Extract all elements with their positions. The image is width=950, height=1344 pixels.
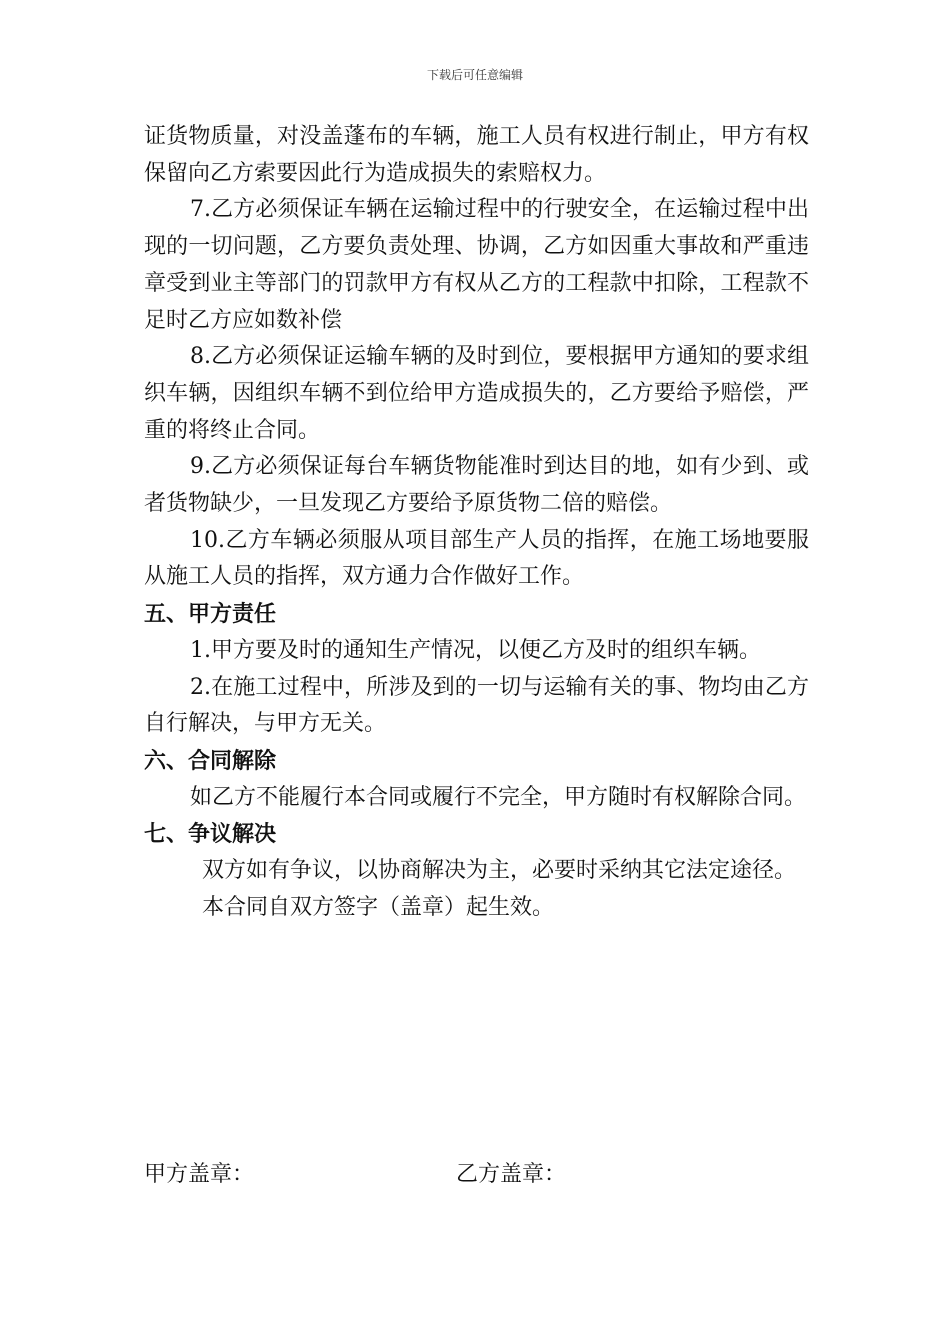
dispute-text: 双方如有争议，以协商解决为主，必要时采纳其它法定途径。	[202, 858, 797, 884]
header-note: 下载后可任意编辑	[426, 68, 523, 82]
clause-7: 7.乙方必须保证车辆在运输过程中的行驶安全，在运输过程中出现的一切问题，乙方要负责处理、协调，乙方如因重大事故和严重违章受到业主等部门的罚款甲方有权从乙方的工程款中扣除，工程款不足时乙方应如数补偿	[144, 197, 809, 333]
paragraph-continuation: 证货物质量，对没盖蓬布的车辆，施工人员有权进行制止，甲方有权保留向乙方索要因此行为造成损失的索赔权力。	[144, 124, 809, 186]
section-heading-termination: 六、合同解除	[144, 747, 277, 774]
clause-9: 9.乙方必须保证每台车辆货物能准时到达目的地，如有少到、或者货物缺少，一旦发现乙方要给予原货物二倍的赔偿。	[144, 454, 809, 517]
termination-text: 如乙方不能履行本合同或履行不完全，甲方随时有权解除合同。	[190, 784, 807, 810]
party-a-duty-1: 1.甲方要及时的通知生产情况，以便乙方及时的组织车辆。	[190, 637, 761, 663]
document-body	[144, 119, 809, 926]
party-b-seal-label: 乙方盖章：	[456, 1162, 567, 1187]
party-a-seal-label: 甲方盖章：	[144, 1162, 255, 1187]
party-a-duty-2: 2.在施工过程中，所涉及到的一切与运输有关的事、物均由乙方自行解决，与甲方无关。	[144, 674, 809, 737]
clause-10: 10.乙方车辆必须服从项目部生产人员的指挥，在施工场地要服从施工人员的指挥，双方通力合作做好工作。	[144, 527, 809, 590]
section-heading-party-a-duties: 五、甲方责任	[144, 601, 277, 628]
effective-clause: 本合同自双方签字（盖章）起生效。	[202, 894, 555, 920]
clause-8: 8.乙方必须保证运输车辆的及时到位，要根据甲方通知的要求组织车辆，因组织车辆不到位给甲方造成损失的，乙方要给予赔偿，严重的将终止合同。	[144, 344, 809, 443]
section-heading-dispute: 七、争议解决	[144, 821, 277, 848]
